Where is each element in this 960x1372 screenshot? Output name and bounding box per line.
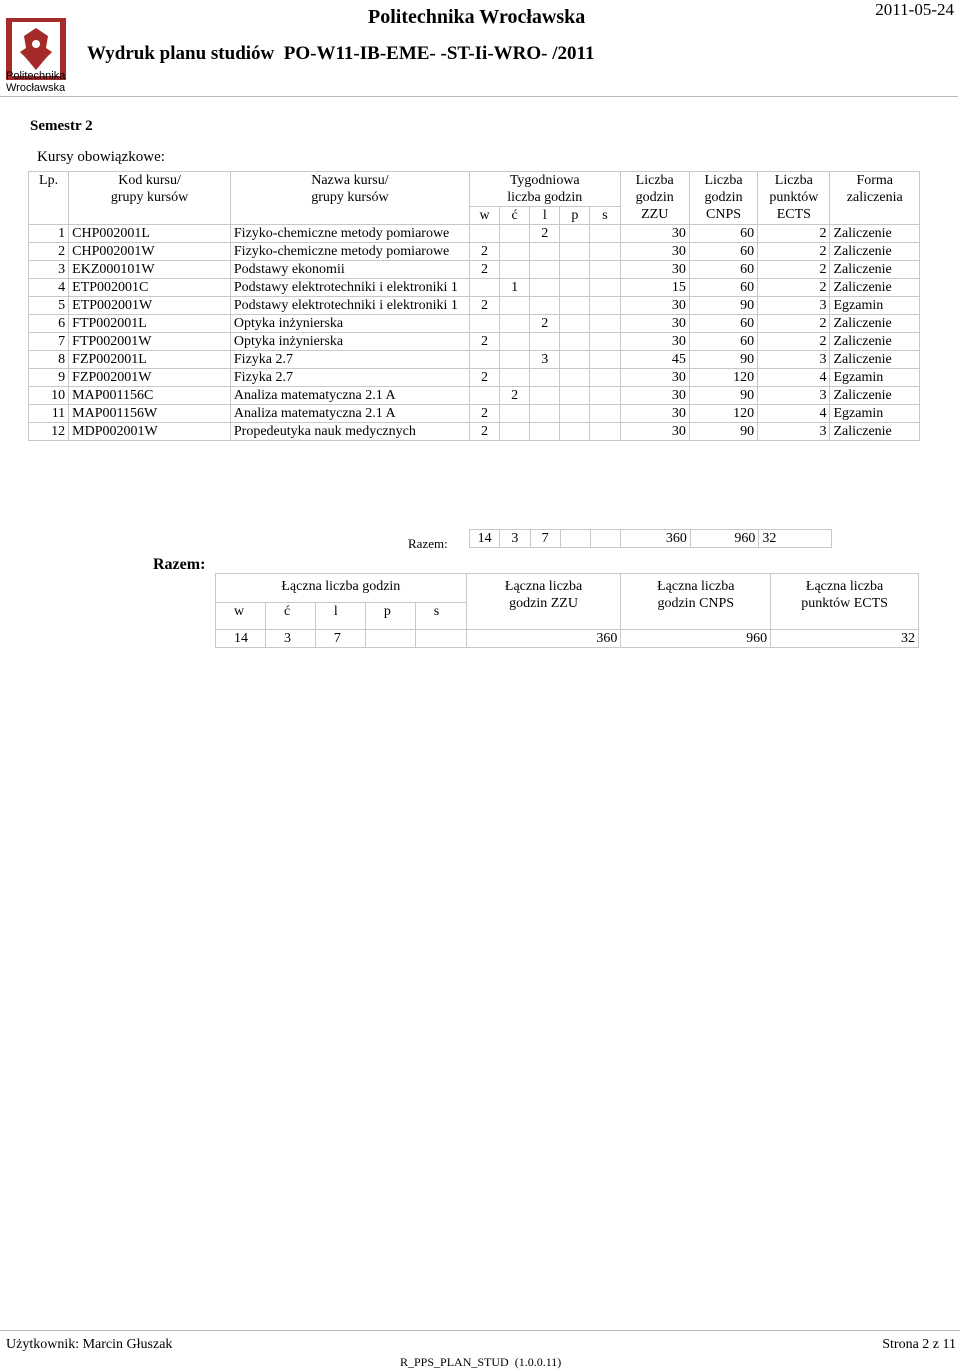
footer-divider <box>0 1330 960 1331</box>
summary-l: 7 <box>315 630 365 648</box>
cell-forma: Zaliczenie <box>830 387 920 405</box>
table-row <box>29 423 920 441</box>
cell-forma: Zaliczenie <box>830 315 920 333</box>
cell-w: 2 <box>469 333 499 351</box>
header-s: s <box>590 207 620 225</box>
cell-kod: FZP002001L <box>69 351 231 369</box>
cell-zzu: 30 <box>620 315 689 333</box>
summary-header-l: l <box>315 603 365 630</box>
footer-user: Użytkownik: Marcin Głuszak <box>6 1337 173 1352</box>
cell-nazwa: Analiza matematyczna 2.1 A <box>230 405 469 423</box>
summary-header-ects: Łączna liczba punktów ECTS <box>771 574 919 630</box>
cell-lp: 3 <box>29 261 69 279</box>
logo-text-line1: Politechnika <box>6 70 66 82</box>
cell-l: 3 <box>530 351 560 369</box>
cell-w: 2 <box>469 261 499 279</box>
cell-cnps: 90 <box>689 387 757 405</box>
cell-p <box>560 297 590 315</box>
cell-cnps: 60 <box>689 333 757 351</box>
summary-label: Razem: <box>153 556 206 573</box>
cell-p <box>560 243 590 261</box>
cell-cnps: 90 <box>689 423 757 441</box>
summary-header-cnps: Łączna liczba godzin CNPS <box>621 574 771 630</box>
cell-l <box>530 261 560 279</box>
cell-lp: 9 <box>29 369 69 387</box>
cell-ects: 2 <box>758 225 830 243</box>
cell-lp: 1 <box>29 225 69 243</box>
cell-cnps: 60 <box>689 225 757 243</box>
table-row <box>29 225 920 243</box>
summary-c: 3 <box>265 630 315 648</box>
cell-ects: 4 <box>758 369 830 387</box>
table-header-row <box>29 172 920 207</box>
semester-heading: Semestr 2 <box>30 118 93 134</box>
table-row <box>29 243 920 261</box>
summary-s <box>415 630 466 648</box>
table-row <box>29 369 920 387</box>
cell-cnps: 60 <box>689 279 757 297</box>
cell-kod: EKZ000101W <box>69 261 231 279</box>
cell-l <box>530 297 560 315</box>
cell-c <box>500 297 530 315</box>
cell-c <box>500 333 530 351</box>
cell-nazwa: Podstawy elektrotechniki i elektroniki 1 <box>230 279 469 297</box>
cell-c <box>500 405 530 423</box>
cell-forma: Egzamin <box>830 405 920 423</box>
cell-kod: ETP002001W <box>69 297 231 315</box>
cell-kod: CHP002001L <box>69 225 231 243</box>
cell-p <box>560 315 590 333</box>
cell-ects: 2 <box>758 261 830 279</box>
cell-c <box>500 369 530 387</box>
table-row <box>29 261 920 279</box>
cell-s <box>590 369 620 387</box>
cell-lp: 5 <box>29 297 69 315</box>
cell-zzu: 30 <box>620 405 689 423</box>
total-cnps: 960 <box>690 530 759 548</box>
cell-zzu: 45 <box>620 351 689 369</box>
summary-ects: 32 <box>771 630 919 648</box>
cell-ects: 3 <box>758 423 830 441</box>
cell-forma: Zaliczenie <box>830 351 920 369</box>
total-w: 14 <box>470 530 500 548</box>
cell-l <box>530 369 560 387</box>
cell-forma: Zaliczenie <box>830 261 920 279</box>
cell-c: 1 <box>500 279 530 297</box>
cell-lp: 10 <box>29 387 69 405</box>
cell-p <box>560 261 590 279</box>
cell-zzu: 30 <box>620 387 689 405</box>
cell-zzu: 30 <box>620 423 689 441</box>
summary-header-row <box>216 574 919 603</box>
cell-w <box>469 315 499 333</box>
cell-zzu: 30 <box>620 333 689 351</box>
summary-header-w: w <box>216 603 266 630</box>
cell-s <box>590 387 620 405</box>
cell-w <box>469 387 499 405</box>
header-lp: Lp. <box>29 172 69 225</box>
cell-p <box>560 405 590 423</box>
cell-forma: Egzamin <box>830 297 920 315</box>
header-kod: Kod kursu/ grupy kursów <box>69 172 231 225</box>
table-row <box>29 333 920 351</box>
cell-ects: 3 <box>758 297 830 315</box>
cell-zzu: 30 <box>620 369 689 387</box>
cell-forma: Egzamin <box>830 369 920 387</box>
cell-l <box>530 423 560 441</box>
summary-zzu: 360 <box>466 630 621 648</box>
cell-nazwa: Propedeutyka nauk medycznych <box>230 423 469 441</box>
cell-nazwa: Podstawy elektrotechniki i elektroniki 1 <box>230 297 469 315</box>
cell-s <box>590 261 620 279</box>
table-row <box>29 387 920 405</box>
summary-p <box>365 630 415 648</box>
cell-c <box>500 243 530 261</box>
cell-s <box>590 225 620 243</box>
cell-nazwa: Fizyko-chemiczne metody pomiarowe <box>230 225 469 243</box>
table-row <box>29 405 920 423</box>
summary-header-zzu: Łączna liczba godzin ZZU <box>466 574 621 630</box>
table-row <box>29 351 920 369</box>
cell-kod: MAP001156C <box>69 387 231 405</box>
cell-kod: MAP001156W <box>69 405 231 423</box>
header-forma: Forma zaliczenia <box>830 172 920 225</box>
cell-s <box>590 405 620 423</box>
totals-row-table <box>469 529 832 548</box>
cell-cnps: 60 <box>689 243 757 261</box>
cell-s <box>590 297 620 315</box>
totals-label: Razem: <box>408 536 448 551</box>
cell-l <box>530 333 560 351</box>
summary-values-row <box>216 630 919 648</box>
university-name: Politechnika Wrocławska <box>368 6 586 28</box>
logo-text <box>6 70 65 94</box>
cell-w: 2 <box>469 369 499 387</box>
cell-ects: 3 <box>758 351 830 369</box>
cell-nazwa: Podstawy ekonomii <box>230 261 469 279</box>
cell-cnps: 120 <box>689 369 757 387</box>
totals-row <box>470 530 832 548</box>
cell-w: 2 <box>469 297 499 315</box>
cell-c <box>500 351 530 369</box>
cell-ects: 3 <box>758 387 830 405</box>
cell-nazwa: Optyka inżynierska <box>230 315 469 333</box>
cell-l: 2 <box>530 315 560 333</box>
summary-cnps: 960 <box>621 630 771 648</box>
cell-forma: Zaliczenie <box>830 225 920 243</box>
cell-s <box>590 351 620 369</box>
cell-l: 2 <box>530 225 560 243</box>
cell-zzu: 30 <box>620 297 689 315</box>
cell-s <box>590 279 620 297</box>
cell-l <box>530 279 560 297</box>
total-l: 7 <box>530 530 560 548</box>
cell-p <box>560 279 590 297</box>
cell-p <box>560 369 590 387</box>
print-date: 2011-05-24 <box>875 0 954 19</box>
summary-w: 14 <box>216 630 266 648</box>
header-divider <box>0 96 958 97</box>
cell-forma: Zaliczenie <box>830 333 920 351</box>
cell-forma: Zaliczenie <box>830 279 920 297</box>
section-heading: Kursy obowiązkowe: <box>37 149 165 165</box>
cell-kod: CHP002001W <box>69 243 231 261</box>
cell-cnps: 90 <box>689 297 757 315</box>
summary-header-p: p <box>365 603 415 630</box>
cell-lp: 8 <box>29 351 69 369</box>
document-title: Wydruk planu studiów PO-W11-IB-EME- -ST-Ii-WRO- /2011 <box>87 43 595 64</box>
cell-lp: 2 <box>29 243 69 261</box>
courses-table <box>28 171 920 441</box>
cell-ects: 2 <box>758 315 830 333</box>
cell-w: 2 <box>469 243 499 261</box>
cell-forma: Zaliczenie <box>830 423 920 441</box>
cell-s <box>590 315 620 333</box>
footer-page: Strona 2 z 11 <box>882 1337 956 1352</box>
cell-c <box>500 423 530 441</box>
cell-kod: FZP002001W <box>69 369 231 387</box>
cell-kod: ETP002001C <box>69 279 231 297</box>
cell-zzu: 30 <box>620 261 689 279</box>
cell-kod: FTP002001W <box>69 333 231 351</box>
header-tygodniowa: Tygodniowa liczba godzin <box>469 172 620 207</box>
cell-lp: 12 <box>29 423 69 441</box>
cell-p <box>560 333 590 351</box>
total-s <box>591 530 621 548</box>
total-ects: 32 <box>759 530 832 548</box>
header-w: w <box>469 207 499 225</box>
cell-cnps: 60 <box>689 261 757 279</box>
cell-zzu: 30 <box>620 243 689 261</box>
cell-ects: 2 <box>758 279 830 297</box>
courses-body <box>29 225 920 441</box>
summary-table <box>215 573 919 648</box>
cell-lp: 11 <box>29 405 69 423</box>
total-p <box>560 530 590 548</box>
cell-p <box>560 351 590 369</box>
header-cnps: Liczba godzin CNPS <box>689 172 757 225</box>
logo-text-line2: Wrocławska <box>6 82 66 94</box>
cell-kod: FTP002001L <box>69 315 231 333</box>
header-c: ć <box>500 207 530 225</box>
cell-l <box>530 405 560 423</box>
cell-p <box>560 423 590 441</box>
cell-zzu: 30 <box>620 225 689 243</box>
cell-nazwa: Fizyko-chemiczne metody pomiarowe <box>230 243 469 261</box>
cell-c <box>500 225 530 243</box>
cell-s <box>590 333 620 351</box>
header-l: l <box>530 207 560 225</box>
cell-cnps: 90 <box>689 351 757 369</box>
total-c: 3 <box>500 530 530 548</box>
cell-w <box>469 225 499 243</box>
cell-l <box>530 387 560 405</box>
cell-zzu: 15 <box>620 279 689 297</box>
cell-c <box>500 261 530 279</box>
summary-header-s: s <box>415 603 466 630</box>
cell-forma: Zaliczenie <box>830 243 920 261</box>
cell-nazwa: Analiza matematyczna 2.1 A <box>230 387 469 405</box>
cell-p <box>560 387 590 405</box>
cell-nazwa: Fizyka 2.7 <box>230 351 469 369</box>
table-row <box>29 279 920 297</box>
cell-w: 2 <box>469 423 499 441</box>
cell-w: 2 <box>469 405 499 423</box>
cell-w <box>469 279 499 297</box>
table-row <box>29 315 920 333</box>
cell-p <box>560 225 590 243</box>
cell-kod: MDP002001W <box>69 423 231 441</box>
cell-cnps: 120 <box>689 405 757 423</box>
cell-s <box>590 423 620 441</box>
cell-lp: 7 <box>29 333 69 351</box>
cell-c: 2 <box>500 387 530 405</box>
cell-ects: 4 <box>758 405 830 423</box>
total-zzu: 360 <box>621 530 691 548</box>
cell-nazwa: Fizyka 2.7 <box>230 369 469 387</box>
cell-lp: 4 <box>29 279 69 297</box>
footer-code: R_PPS_PLAN_STUD (1.0.0.11) <box>400 1355 562 1369</box>
header-zzu: Liczba godzin ZZU <box>620 172 689 225</box>
cell-lp: 6 <box>29 315 69 333</box>
table-row <box>29 297 920 315</box>
cell-ects: 2 <box>758 243 830 261</box>
cell-s <box>590 243 620 261</box>
cell-l <box>530 243 560 261</box>
cell-nazwa: Optyka inżynierska <box>230 333 469 351</box>
header-nazwa: Nazwa kursu/ grupy kursów <box>230 172 469 225</box>
cell-cnps: 60 <box>689 315 757 333</box>
cell-w <box>469 351 499 369</box>
summary-header-godzin: Łączna liczba godzin <box>216 574 467 603</box>
cell-c <box>500 315 530 333</box>
cell-ects: 2 <box>758 333 830 351</box>
summary-header-c: ć <box>265 603 315 630</box>
header-ects: Liczba punktów ECTS <box>758 172 830 225</box>
header-p: p <box>560 207 590 225</box>
